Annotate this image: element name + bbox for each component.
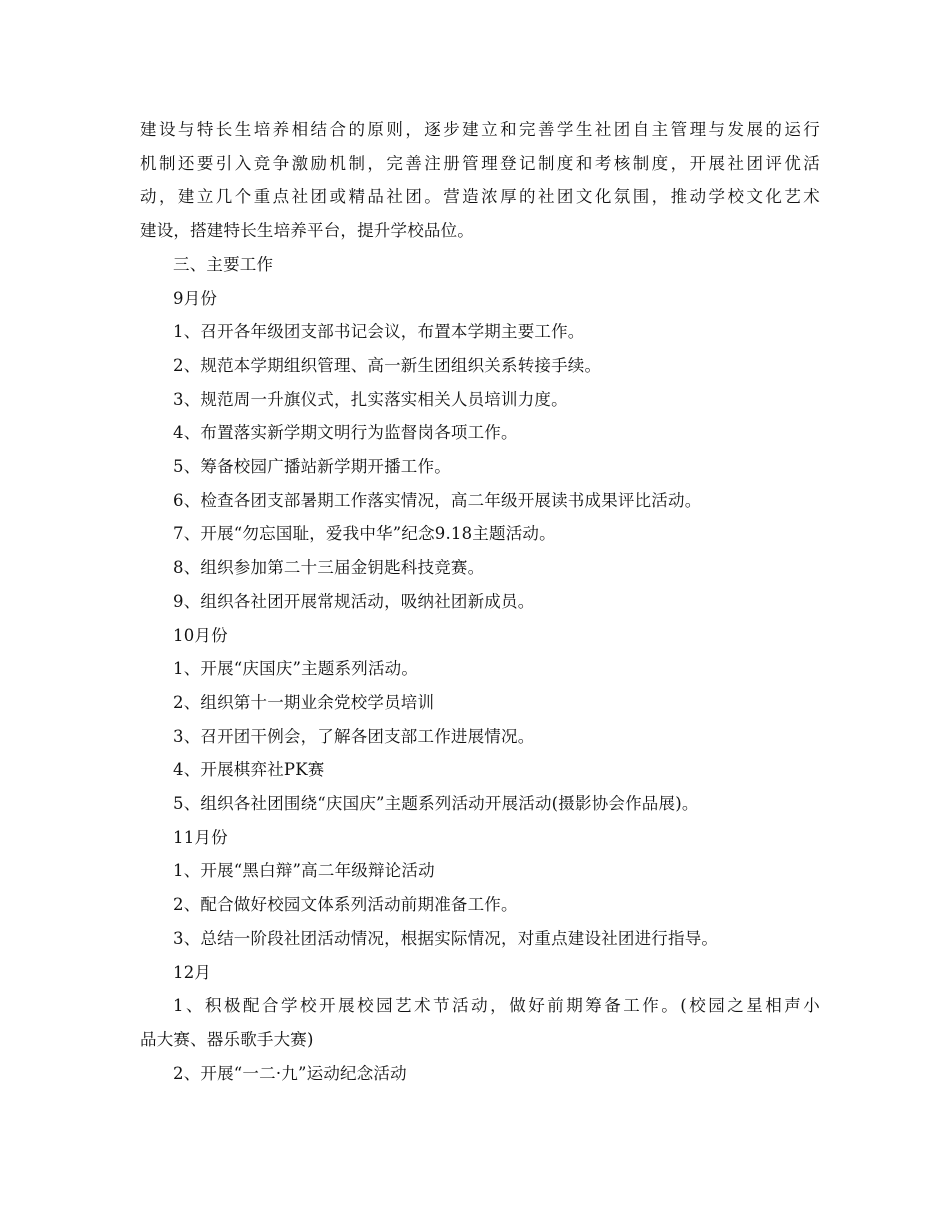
list-item: 1、积极配合学校开展校园艺术节活动，做好前期筹备工作。(校园之星相声小 <box>173 996 820 1016</box>
list-item: 5、筹备校园广播站新学期开播工作。 <box>173 457 451 477</box>
month-heading-september: 9月份 <box>173 288 218 308</box>
list-item: 1、召开各年级团支部书记会议，布置本学期主要工作。 <box>173 322 585 342</box>
section-heading: 三、主要工作 <box>173 254 274 274</box>
list-item: 3、规范周一升旗仪式，扎实落实相关人员培训力度。 <box>173 389 568 409</box>
list-item: 7、开展“勿忘国耻，爱我中华”纪念9.18主题活动。 <box>173 524 556 544</box>
list-item: 2、组织第十一期业余党校学员培训 <box>173 692 435 712</box>
list-item: 8、组织参加第二十三届金钥匙科技竞赛。 <box>173 558 485 578</box>
list-item: 6、检查各团支部暑期工作落实情况，高二年级开展读书成果评比活动。 <box>173 490 702 510</box>
document-body <box>140 113 820 1090</box>
list-item: 1、开展“黑白辩”高二年级辩论活动 <box>173 861 435 881</box>
intro-line-3: 动，建立几个重点社团或精品社团。营造浓厚的社团文化氛围，推动学校文化艺术 <box>140 187 820 207</box>
intro-line-2: 机制还要引入竞争激励机制，完善注册管理登记制度和考核制度，开展社团评优活 <box>140 153 820 173</box>
month-heading-november: 11月份 <box>173 827 228 847</box>
list-item: 2、配合做好校园文体系列活动前期准备工作。 <box>173 895 518 915</box>
list-item-continuation: 品大赛、器乐歌手大赛) <box>140 1029 314 1049</box>
list-item: 5、组织各社团围绕“庆国庆”主题系列活动开展活动(摄影协会作品展)。 <box>173 794 699 814</box>
list-item: 2、开展“一二·九”运动纪念活动 <box>173 1063 407 1083</box>
month-heading-october: 10月份 <box>173 625 228 645</box>
list-item: 4、布置落实新学期文明行为监督岗各项工作。 <box>173 423 518 443</box>
month-heading-december: 12月 <box>173 962 212 982</box>
intro-line-1: 建设与特长生培养相结合的原则，逐步建立和完善学生社团自主管理与发展的运行 <box>140 120 820 139</box>
intro-line-4: 建设，搭建特长生培养平台，提升学校品位。 <box>140 221 474 241</box>
list-item: 3、总结一阶段社团活动情况，根据实际情况，对重点建设社团进行指导。 <box>173 928 719 948</box>
list-item: 1、开展“庆国庆”主题系列活动。 <box>173 659 419 679</box>
list-item: 9、组织各社团开展常规活动，吸纳社团新成员。 <box>173 591 535 611</box>
list-item: 4、开展棋弈社PK赛 <box>173 760 325 780</box>
list-item: 2、规范本学期组织管理、高一新生团组织关系转接手续。 <box>173 355 602 375</box>
list-item: 3、召开团干例会，了解各团支部工作进展情况。 <box>173 726 535 746</box>
